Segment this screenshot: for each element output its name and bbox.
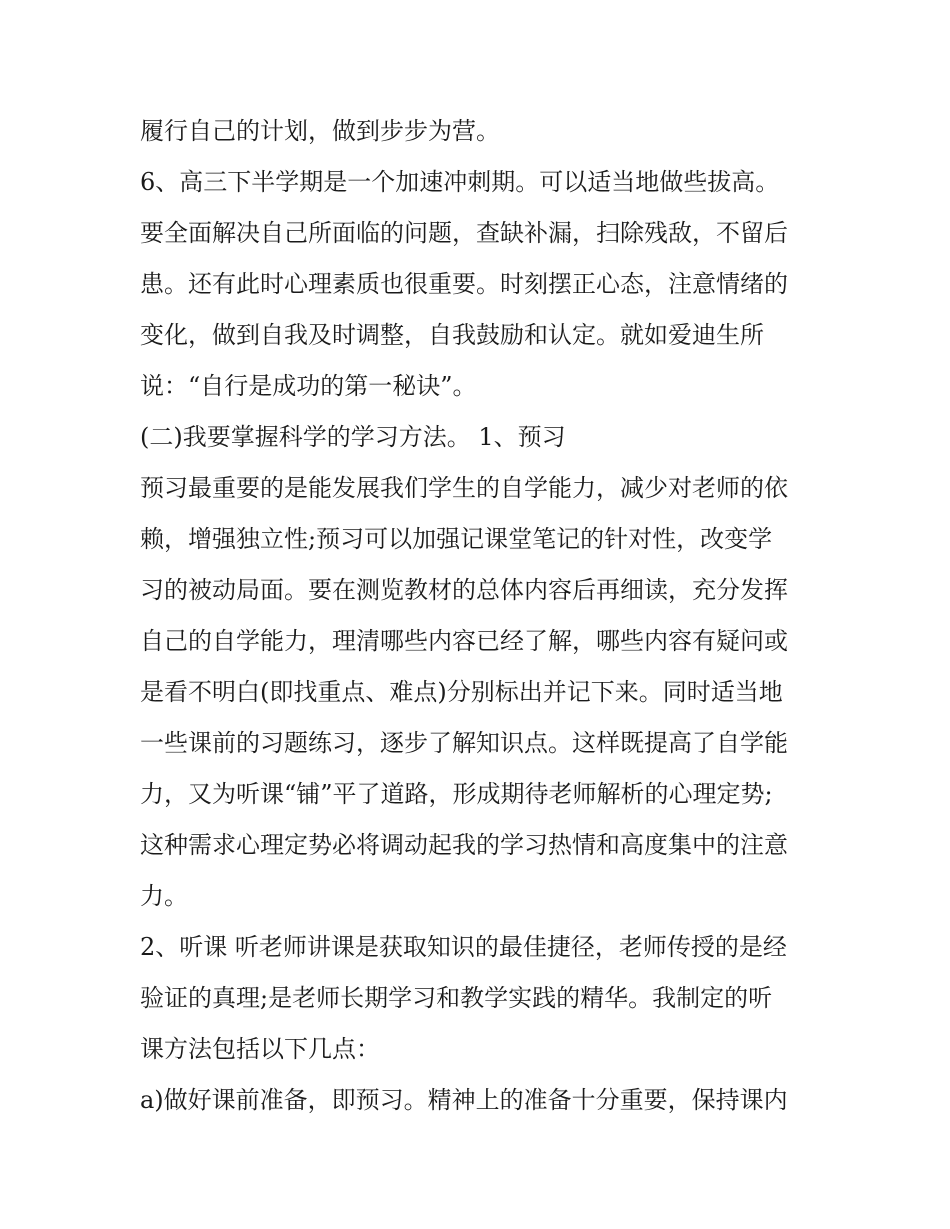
text-line: 验证的真理;是老师长期学习和教学实践的精华。我制定的听: [140, 984, 773, 1012]
text-line: 6、高三下半学期是一个加速冲刺期。可以适当地做些拔高。: [140, 168, 780, 196]
text-line: 说：“自行是成功的第一秘诀”。: [140, 372, 477, 400]
text-line: 力，又为听课“铺”平了道路，形成期待老师解析的心理定势;: [140, 780, 773, 808]
text-line: 力。: [140, 882, 188, 910]
text-line: 习的被动局面。要在测览教材的总体内容后再细读，充分发挥: [140, 576, 788, 604]
text-line: 赖，增强独立性;预习可以加强记课堂笔记的针对性，改变学: [140, 525, 773, 553]
text-line: 预习最重要的是能发展我们学生的自学能力，减少对老师的依: [140, 474, 788, 502]
section-heading: (二)我要掌握科学的学习方法。 1、预习: [140, 423, 566, 451]
text-line: 患。还有此时心理素质也很重要。时刻摆正心态，注意情绪的: [140, 270, 788, 298]
text-line: 自己的自学能力，理清哪些内容已经了解，哪些内容有疑问或: [140, 627, 788, 655]
text-line: 2、听课 听老师讲课是获取知识的最佳捷径，老师传授的是经: [140, 933, 787, 961]
text-line: 要全面解决自己所面临的问题，查缺补漏，扫除残敌，不留后: [140, 219, 788, 247]
text-line: 是看不明白(即找重点、难点)分别标出并记下来。同时适当地: [140, 678, 783, 706]
text-line: 履行自己的计划，做到步步为营。: [140, 117, 500, 145]
text-line: 这种需求心理定势必将调动起我的学习热情和高度集中的注意: [140, 831, 788, 859]
text-line: 一些课前的习题练习，逐步了解知识点。这样既提高了自学能: [140, 729, 788, 757]
text-line: 课方法包括以下几点：: [140, 1035, 380, 1063]
document-body: [140, 106, 820, 1126]
text-line: 变化，做到自我及时调整，自我鼓励和认定。就如爱迪生所: [140, 321, 764, 349]
text-line: a)做好课前准备，即预习。精神上的准备十分重要，保持课内: [140, 1086, 788, 1114]
